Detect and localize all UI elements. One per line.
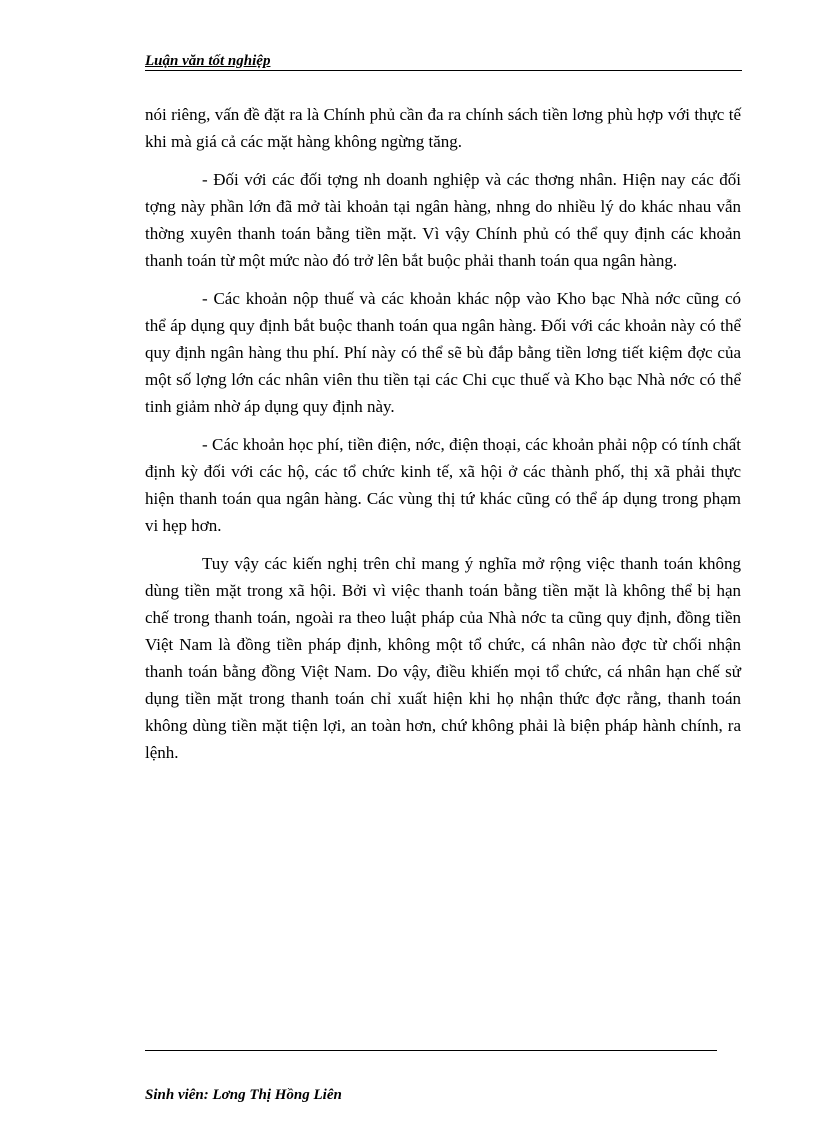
paragraph-1: nói riêng, vấn đề đặt ra là Chính phủ cần đa ra chính sách tiền lơng phù hợp với thực tế khi mà giá cả các mặt hàng không ngừng tăng. [145, 105, 741, 151]
footer-author: Sinh viên: Lơng Thị Hồng Liên [145, 1087, 342, 1103]
footer-rule [145, 1050, 717, 1051]
page-header [145, 52, 742, 71]
paragraph-3: - Các khoản nộp thuế và các khoản khác nộp vào Kho bạc Nhà nớc cũng có thể áp dụng quy định bắt buộc thanh toán qua ngân hàng. Đối với các khoản này có thể quy định ngân hàng thu phí. Phí này có thể sẽ bù đắp bằng tiền lơng tiết kiệm đợc của một số lợng lớn các nhân viên thu tiền tại các Chi cục thuế và Kho bạc Nhà nớc có thể tinh giảm nhờ áp dụng quy định này. [145, 289, 741, 416]
paragraph-2: - Đối với các đối tợng nh doanh nghiệp và các thơng nhân. Hiện nay các đối tợng này phần lớn đã mở tài khoản tại ngân hàng, nhng do nhiều lý do khác nhau vẫn thờng xuyên thanh toán bằng tiền mặt. Vì vậy Chính phủ có thể quy định các khoản thanh toán từ một mức nào đó trở lên bắt buộc phải thanh toán qua ngân hàng. [145, 170, 741, 270]
paragraph-5: Tuy vậy các kiến nghị trên chỉ mang ý nghĩa mở rộng việc thanh toán không dùng tiền mặt trong xã hội. Bởi vì việc thanh toán bằng tiền mặt là không thể bị hạn chế trong thanh toán, ngoài ra theo luật pháp của Nhà nớc ta cũng quy định, đồng tiền Việt Nam là đồng tiền pháp định, không một tổ chức, cá nhân nào đợc từ chối nhận thanh toán bằng đồng Việt Nam. Do vậy, điều khiến mọi tổ chức, cá nhân hạn chế sử dụng tiền mặt trong thanh toán chỉ xuất hiện khi họ nhận thức đợc rằng, thanh toán không dùng tiền mặt tiện lợi, an toàn hơn, chứ không phải là biện pháp hành chính, ra lệnh. [145, 554, 741, 762]
header-title: Luận văn tốt nghiệp [145, 53, 271, 69]
document-body [145, 101, 741, 777]
paragraph-4: - Các khoản học phí, tiền điện, nớc, điện thoại, các khoản phải nộp có tính chất định kỳ đối với các hộ, các tổ chức kinh tế, xã hội ở các thành phố, thị xã phải thực hiện thanh toán qua ngân hàng. Các vùng thị tứ khác cũng có thể áp dụng trong phạm vi hẹp hơn. [145, 435, 741, 535]
